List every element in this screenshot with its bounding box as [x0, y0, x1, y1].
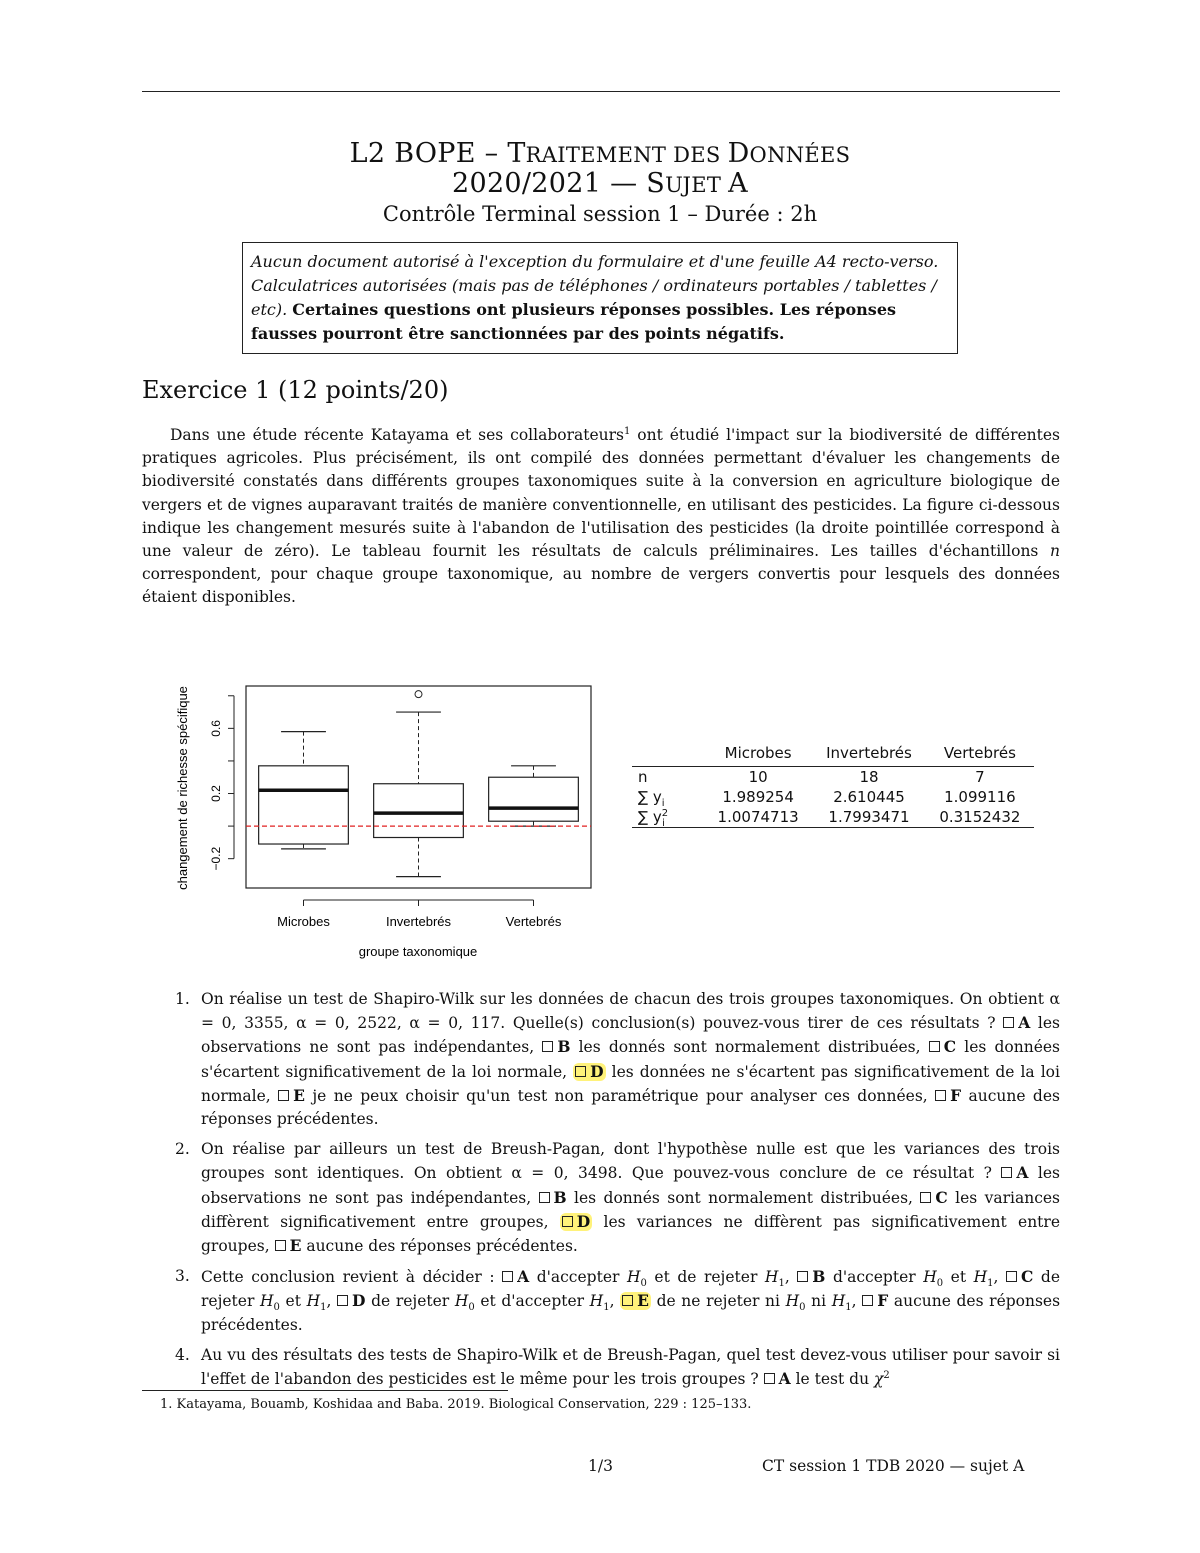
title-line-2: 2020/2021 — SUJET A: [452, 168, 748, 199]
checkbox-icon[interactable]: [935, 1090, 946, 1101]
outlier-point: [415, 691, 422, 698]
title-line-1: L2 BOPE – TRAITEMENT DES DONNÉES: [349, 138, 851, 169]
option-2a[interactable]: A les observations ne sont pas indépendantes,: [201, 1163, 1061, 1207]
y-tick-label: 0.6: [209, 720, 223, 737]
boxplot-figure: [168, 660, 608, 970]
instructions-box: [242, 242, 958, 354]
exercise-heading: Exercice 1 (12 points/20): [142, 376, 449, 404]
table-header: Microbes: [704, 742, 812, 767]
box-3: [489, 777, 579, 821]
option-3b[interactable]: B d'accepter $H_0$ et $H_1$,: [797, 1268, 998, 1286]
option-1c[interactable]: C les données s'écartent significativement de la loi normale,: [201, 1037, 1060, 1081]
checkbox-icon[interactable]: [622, 1295, 633, 1306]
question-1: 1. On réalise un test de Shapiro-Wilk sur les données de chacun des trois groupes taxonomiques. On obtient α = 0, 3355, α = 0, 2522, α = 0, 117. Quelle(s) conclusion(s) pouvez-vous tirer de ces résultats ? A les observations ne sont pas indépendantes, B les donnés sont normalement distribuées, C les données s'écartent significativement de la loi normale, D les données ne s'écartent pas significativement de la loi normale, E je ne peux choisir qu'un test non paramétrique pour analyser ces données, F aucune des réponses précédentes.: [175, 990, 1060, 1129]
y-tick-label: 0.2: [209, 785, 223, 802]
table-row: ∑ $y_i$ 1.989254 2.610445 1.099116: [638, 788, 1016, 809]
checkbox-icon[interactable]: [929, 1041, 940, 1052]
option-2d[interactable]: D les variances ne diffèrent pas significativement entre groupes,: [201, 1211, 1060, 1256]
box-2: [374, 784, 464, 838]
checkbox-icon[interactable]: [1006, 1271, 1017, 1282]
option-2e[interactable]: E aucune des réponses précédentes.: [275, 1237, 578, 1255]
option-3c[interactable]: C de rejeter $H_0$ et $H_1$,: [201, 1267, 1060, 1314]
option-1f[interactable]: F aucune des réponses précédentes.: [201, 1085, 1060, 1129]
checkbox-icon[interactable]: [275, 1240, 286, 1251]
footnote-ref[interactable]: 1: [624, 425, 631, 437]
subtitle: Contrôle Terminal session 1 – Durée : 2h: [382, 202, 818, 226]
table-row: n 10 18 7: [638, 768, 985, 786]
checkbox-icon[interactable]: [862, 1295, 873, 1306]
notice-italic: Aucun document autorisé à l'exception du formulaire et d'une feuille A4 recto-verso. Calculatrices autorisées (mais pas de téléphones / ordinateurs portables / tablettes / etc).: [251, 252, 939, 319]
table-header: Invertebrés: [812, 742, 926, 767]
table-row: ∑ $y^2_i$ 1.0074713 1.7993471 0.3152432: [632, 807, 1034, 828]
checkbox-icon[interactable]: [562, 1216, 573, 1227]
notice-bold: Certaines questions ont plusieurs réponses possibles. Les réponses fausses pourront être sanctionnées par des points négatifs.: [251, 300, 896, 343]
checkbox-icon[interactable]: [542, 1041, 553, 1052]
option-1e[interactable]: E je ne peux choisir qu'un test non paramétrique pour analyser ces données,: [278, 1087, 928, 1105]
option-3d[interactable]: D de rejeter $H_0$ et d'accepter $H_1$,: [337, 1292, 614, 1310]
highlight-mark: D: [573, 1063, 605, 1081]
checkbox-icon[interactable]: [764, 1373, 775, 1384]
checkbox-icon[interactable]: [575, 1066, 586, 1077]
question-3: 3. Cette conclusion revient à décider : A d'accepter $H_0$ et de rejeter $H_1$, B d'accepter $H_0$ et $H_1$, C de rejeter $H_0$ et $H_1$, D de rejeter $H_0$ et d'accepter $H_1$, E de ne rejeter ni $H_0$ ni $H_1$, F aucune des réponses précédentes.: [175, 1267, 1061, 1334]
y-tick-label: −0.2: [209, 846, 223, 871]
checkbox-icon[interactable]: [278, 1090, 289, 1101]
top-rule: [142, 91, 1060, 92]
y-axis-label: changement de richesse spécifique: [175, 686, 190, 890]
x-tick-label: Microbes: [277, 914, 330, 929]
footer-label: CT session 1 TDB 2020 — sujet A: [762, 1457, 1025, 1475]
x-tick-label: Invertebrés: [385, 914, 452, 929]
highlight-mark: E: [620, 1292, 651, 1310]
checkbox-icon[interactable]: [502, 1271, 513, 1282]
x-axis-label: groupe taxonomique: [358, 944, 478, 959]
plot-frame: [246, 686, 591, 888]
option-4a[interactable]: A le test du $\chi^2$: [764, 1370, 890, 1388]
table-header-corner: [632, 742, 704, 767]
option-1a[interactable]: A les observations ne sont pas indépendantes,: [201, 1013, 1060, 1057]
question-2: 2. On réalise par ailleurs un test de Breush-Pagan, dont l'hypothèse nulle est que les variances des trois groupes sont identiques. On obtient α = 0, 3498. Que pouvez-vous conclure de ce résultat ? A les observations ne sont pas indépendantes, B les donnés sont normalement distribuées, C les variances diffèrent significativement entre groupes, D les variances ne diffèrent pas significativement entre groupes, E aucune des réponses précédentes.: [175, 1140, 1061, 1256]
box-1: [259, 766, 349, 844]
checkbox-icon[interactable]: [337, 1295, 348, 1306]
checkbox-icon[interactable]: [539, 1192, 550, 1203]
x-tick-label: Vertebrés: [505, 914, 562, 929]
checkbox-icon[interactable]: [1003, 1017, 1014, 1028]
exercise-intro: Dans une étude récente Katayama et ses collaborateurs$^1$ ont étudié l'impact sur la biodiversité de différentes pratiques agricoles. Plus précisément, ils ont compilé des données permettant d'évaluer les changements de biodiversité constatés dans différents groupes taxonomiques suite à la conversion en agriculture biologique de vergers et de vignes auparavant traités de manière conventionnelle, en utilisant des pesticides. La figure ci-dessous indique les changement mesurés suite à l'abandon de l'utilisation des pesticides (la droite pointillée correspond à une valeur de zéro). Le tableau fournit les résultats de calculs préliminaires. Les tailles d'échantillons n correspondent, pour chaque groupe taxonomique, au nombre de vergers convertis pour lesquels des données étaient disponibles.: [142, 425, 1061, 607]
option-2c[interactable]: C les variances diffèrent significativement entre groupes,: [201, 1187, 1061, 1231]
footnote-rule: [142, 1390, 508, 1391]
option-3f[interactable]: F aucune des réponses précédentes.: [201, 1291, 1061, 1334]
checkbox-icon[interactable]: [797, 1271, 808, 1282]
option-1d[interactable]: D les données ne s'écartent pas significativement de la loi normale,: [201, 1061, 1060, 1105]
page-number: 1/3: [588, 1457, 613, 1475]
option-3a[interactable]: A d'accepter $H_0$ et de rejeter $H_1$,: [502, 1268, 790, 1286]
checkbox-icon[interactable]: [1001, 1167, 1012, 1178]
checkbox-icon[interactable]: [920, 1192, 931, 1203]
question-4: 4. Au vu des résultats des tests de Shapiro-Wilk et de Breush-Pagan, quel test devez-vous utiliser pour savoir si l'effet de l'abandon des pesticides est le même pour les trois groupes ? A le test du $\chi^2$: [175, 1345, 1060, 1389]
option-1b[interactable]: B les donnés sont normalement distribuées,: [542, 1038, 920, 1056]
option-2b[interactable]: B les donnés sont normalement distribuées,: [539, 1189, 913, 1207]
highlight-mark: D: [560, 1213, 592, 1231]
summary-table: [632, 742, 1034, 828]
question-list: [175, 988, 1060, 1398]
table-header: Vertebrés: [926, 742, 1034, 767]
footnote: 1. Katayama, Bouamb, Koshidaa and Baba. 2019. Biological Conservation, 229 : 125–133.: [160, 1397, 752, 1412]
option-3e[interactable]: E de ne rejeter ni $H_0$ ni $H_1$,: [620, 1292, 856, 1310]
